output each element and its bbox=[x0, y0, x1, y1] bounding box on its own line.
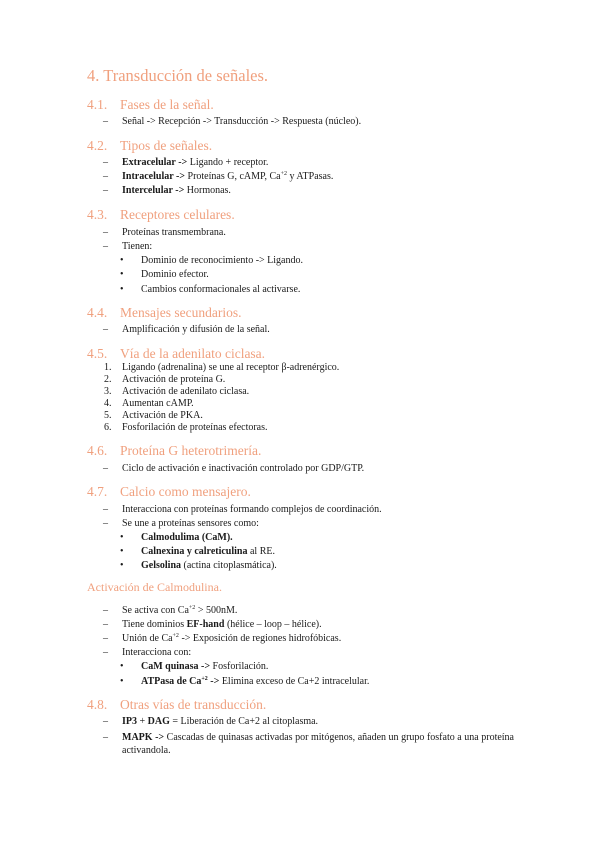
section-4-5-heading bbox=[87, 346, 265, 362]
bold-term: Intracelular -> bbox=[122, 171, 186, 182]
list-number: 1. bbox=[104, 362, 112, 373]
list-item: Tienen: bbox=[122, 241, 153, 252]
bold-term: Gelsolina bbox=[141, 560, 182, 571]
numbered-item: Ligando (adrenalina) se une al receptor β-adrenérgico. bbox=[122, 362, 340, 373]
list-item bbox=[122, 632, 341, 645]
bold-term: IP3 bbox=[122, 716, 137, 727]
dash-marker: – bbox=[103, 633, 108, 644]
superscript: +2 bbox=[201, 676, 208, 682]
section-number: 4.5. bbox=[87, 346, 108, 361]
item-text: al RE. bbox=[247, 546, 275, 557]
bold-term: Intercelular -> bbox=[122, 185, 185, 196]
dash-marker: – bbox=[103, 619, 108, 630]
section-4-6-heading bbox=[87, 443, 261, 459]
section-number: 4.3. bbox=[87, 207, 108, 222]
item-text: Fosforilación. bbox=[210, 661, 269, 672]
dash-marker: – bbox=[103, 227, 108, 238]
item-text: -> Exposición de regiones hidrofóbicas. bbox=[178, 633, 342, 644]
dash-marker: – bbox=[103, 116, 108, 127]
superscript: +2 bbox=[280, 171, 287, 177]
section-title: Otras vías de transducción. bbox=[120, 697, 267, 712]
item-text: Se activa con Ca bbox=[122, 605, 189, 616]
section-title: Mensajes secundarios. bbox=[120, 305, 242, 320]
bullet-marker: • bbox=[120, 269, 124, 280]
bold-term: Calnexina y calreticulina bbox=[141, 546, 248, 557]
list-number: 6. bbox=[104, 422, 112, 433]
sub-list-item bbox=[141, 531, 233, 544]
bold-term: CaM quinasa -> bbox=[141, 661, 211, 672]
superscript: +2 bbox=[188, 605, 196, 611]
section-4-4-heading bbox=[87, 305, 241, 321]
list-item: Señal -> Recepción -> Transducción -> Respuesta (núcleo). bbox=[122, 116, 362, 127]
section-title: Proteína G heterotrimería. bbox=[120, 443, 262, 458]
bullet-marker: • bbox=[120, 661, 124, 672]
dash-marker: – bbox=[103, 716, 108, 727]
item-text: (actina citoplasmática). bbox=[181, 560, 277, 571]
item-text: + bbox=[137, 716, 148, 727]
list-item bbox=[122, 731, 514, 757]
sub-list-item bbox=[141, 559, 277, 572]
numbered-item: Fosforilación de proteínas efectoras. bbox=[122, 422, 268, 433]
item-text: Cascadas de quinasas activadas por mitógenos, añaden un grupo fosfato a una proteína activandola. bbox=[122, 732, 514, 756]
section-title: Receptores celulares. bbox=[120, 207, 235, 222]
list-item bbox=[122, 618, 322, 631]
sub-list-item: Dominio efector. bbox=[141, 269, 209, 280]
numbered-item: Activación de proteína G. bbox=[122, 374, 226, 385]
item-text: (hélice – loop – hélice). bbox=[224, 619, 322, 630]
item-text: y ATPasas. bbox=[286, 171, 334, 182]
section-number: 4.6. bbox=[87, 443, 108, 458]
item-text: Unión de Ca bbox=[122, 633, 173, 644]
dash-marker: – bbox=[103, 241, 108, 252]
section-4-3-heading bbox=[87, 207, 235, 223]
list-item bbox=[122, 715, 318, 728]
list-number: 2. bbox=[104, 374, 112, 385]
section-number: 4.1. bbox=[87, 97, 108, 112]
bold-term: MAPK -> bbox=[122, 732, 165, 743]
bullet-marker: • bbox=[120, 560, 124, 571]
sub-list-item bbox=[141, 675, 369, 688]
item-text: > 500nM. bbox=[195, 605, 238, 616]
sub-list-item bbox=[141, 545, 275, 558]
numbered-item: Activación de PKA. bbox=[122, 410, 203, 421]
numbered-item: Activación de adenilato ciclasa. bbox=[122, 386, 250, 397]
sub-list-item: Dominio de reconocimiento -> Ligando. bbox=[141, 255, 303, 266]
item-text: = Liberación de Ca+2 al citoplasma. bbox=[169, 716, 319, 727]
superscript: +2 bbox=[172, 633, 179, 639]
bullet-marker: • bbox=[120, 546, 124, 557]
bullet-marker: • bbox=[120, 676, 124, 687]
section-title: Tipos de señales. bbox=[120, 138, 213, 153]
dash-marker: – bbox=[103, 504, 108, 515]
list-item bbox=[122, 184, 231, 197]
list-item bbox=[122, 604, 237, 617]
page-title: 4. Transducción de señales. bbox=[87, 66, 269, 85]
dash-marker: – bbox=[103, 185, 108, 196]
list-item: Amplificación y difusión de la señal. bbox=[122, 324, 270, 335]
sub-list-item: Cambios conformacionales al activarse. bbox=[141, 284, 301, 295]
section-number: 4.7. bbox=[87, 484, 108, 499]
bold-term: -> bbox=[207, 676, 220, 687]
list-item bbox=[122, 156, 268, 169]
item-text: Proteínas G, cAMP, Ca bbox=[185, 171, 281, 182]
list-item bbox=[122, 170, 333, 183]
bold-term: ATPasa de Ca bbox=[141, 676, 202, 687]
item-text: Tiene dominios bbox=[122, 619, 187, 630]
dash-marker: – bbox=[103, 518, 108, 529]
section-4-8-heading bbox=[87, 697, 266, 713]
dash-marker: – bbox=[103, 324, 108, 335]
list-number: 4. bbox=[104, 398, 112, 409]
list-item: Interacciona con: bbox=[122, 647, 192, 658]
item-text: Ligando + receptor. bbox=[187, 157, 269, 168]
dash-marker: – bbox=[103, 605, 108, 616]
dash-marker: – bbox=[103, 732, 108, 743]
bold-term: Calmodulima (CaM). bbox=[141, 532, 233, 543]
numbered-item: Aumentan cAMP. bbox=[122, 398, 194, 409]
section-4-7-heading bbox=[87, 484, 251, 500]
bold-term: Extracelular -> bbox=[122, 157, 188, 168]
list-item: Proteínas transmembrana. bbox=[122, 227, 226, 238]
list-item: Ciclo de activación e inactivación controlado por GDP/GTP. bbox=[122, 463, 365, 474]
section-number: 4.4. bbox=[87, 305, 108, 320]
item-text: Hormonas. bbox=[184, 185, 231, 196]
bullet-marker: • bbox=[120, 255, 124, 266]
section-title: Fases de la señal. bbox=[120, 97, 214, 112]
section-4-1-heading bbox=[87, 97, 214, 113]
item-text: Elimina exceso de Ca+2 intracelular. bbox=[219, 676, 370, 687]
section-4-2-heading bbox=[87, 138, 212, 154]
subsection-heading: Activación de Calmodulina. bbox=[87, 580, 222, 594]
list-item: Interacciona con proteínas formando complejos de coordinación. bbox=[122, 504, 382, 515]
dash-marker: – bbox=[103, 463, 108, 474]
section-title: Calcio como mensajero. bbox=[120, 484, 251, 499]
section-title: Vía de la adenilato ciclasa. bbox=[120, 346, 266, 361]
sub-list-item bbox=[141, 660, 268, 673]
bold-term: DAG bbox=[147, 716, 170, 727]
bold-term: EF-hand bbox=[186, 619, 225, 630]
section-number: 4.2. bbox=[87, 138, 108, 153]
dash-marker: – bbox=[103, 157, 108, 168]
bullet-marker: • bbox=[120, 284, 124, 295]
list-number: 3. bbox=[104, 386, 112, 397]
section-number: 4.8. bbox=[87, 697, 108, 712]
bullet-marker: • bbox=[120, 532, 124, 543]
dash-marker: – bbox=[103, 647, 108, 658]
list-number: 5. bbox=[104, 410, 112, 421]
dash-marker: – bbox=[103, 171, 108, 182]
list-item: Se une a proteínas sensores como: bbox=[122, 518, 259, 529]
